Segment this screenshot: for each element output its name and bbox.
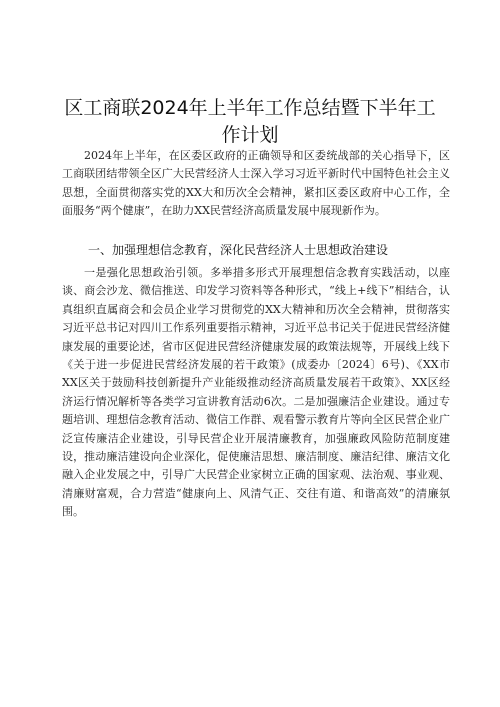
- document-title: [40, 95, 460, 149]
- section-heading: 一、加强理想信念教育，深化民营经济人士思想政治建设: [88, 243, 389, 257]
- title-line-1: 区工商联2024年上半年工作总结暨下半年工: [64, 97, 436, 119]
- section-body-paragraph: 一是强化思想政治引领。多举措多形式开展理想信念教育实践活动，以座谈、商会沙龙、微信推送、印发学习资料等各种形式，“线上+线下”相结合，认真组织直属商会和会员企业学习贯彻党的XX大精神和历次全会精神，贯彻落实习近平总书记对四川工作系列重要指示精神，习近平总书记关于促进民营经济健康发展的重要论述，省市区促进民营经济健康发展的政策法规等，开展线上线下《关于进一步促进民营经济发展的若干政策》(成委办〔2024〕6号)、《XX市XX区关于鼓励科技创新提升产业能级推动经济高质量发展若干政策》、XX区经济运行情况解析等各类学习宣讲教育活动6次。二是加强廉洁企业建设。通过专题培训、理想信念教育活动、微信工作群、观看警示教育片等向全区民营企业广泛宣传廉洁企业建设，引导民营企业开展清廉教育，加强廉政风险防范制度建设，推动廉洁建设向企业深化，促使廉洁思想、廉洁制度、廉洁纪律、廉洁文化融入企业发展之中，引导广大民营企业家树立正确的国家观、法治观、事业观、清廉财富观，合力营造“健康向上、风清气正、交往有道、和谐高效”的清廉氛围。: [62, 266, 450, 519]
- intro-paragraph: 2024年上半年，在区委区政府的正确领导和区委统战部的关心指导下，区工商联团结带领全区广大民营经济人士深入学习习近平新时代中国特色社会主义思想，全面贯彻落实党的XX大和历次全会精神，紧扣区委区政府中心工作，全面服务“两个健康”，在助力XX民营经济高质量发展中展现新作为。: [62, 149, 450, 218]
- title-line-2: 作计划: [221, 124, 279, 146]
